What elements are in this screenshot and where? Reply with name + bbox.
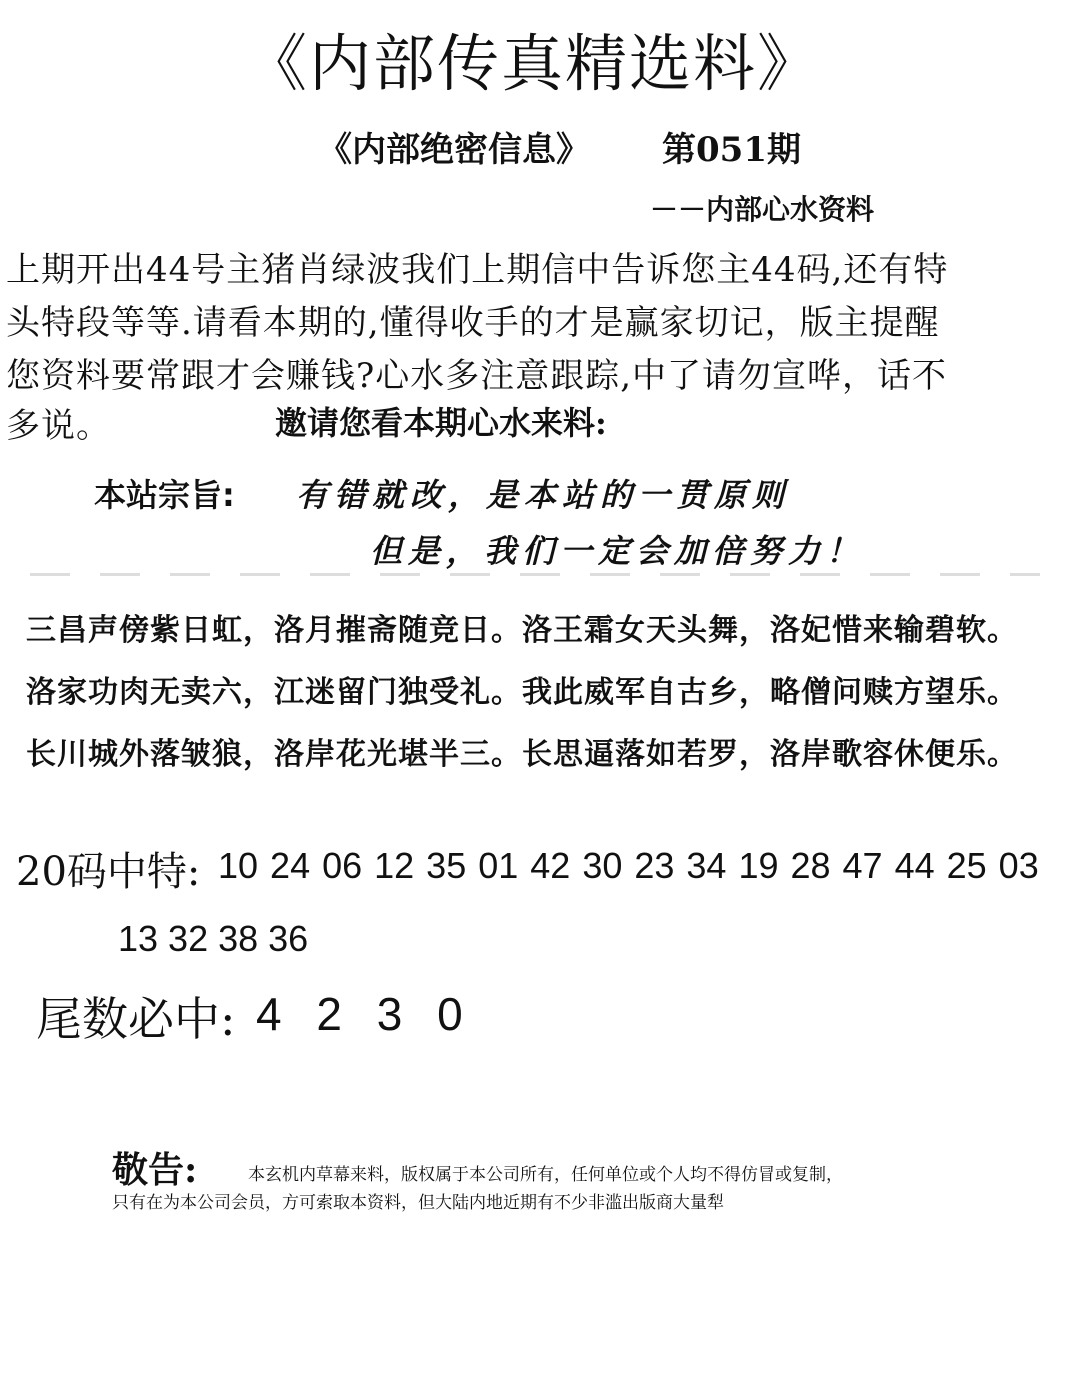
numbers-row-1: 10 24 06 12 35 01 42 30 23 34 19 28 47 44 25 03	[218, 845, 1039, 886]
notice-label: 敬告:	[112, 1149, 198, 1191]
page-title: 《内部传真精选料》	[244, 27, 821, 100]
poem-line-1: 三昌声傍紫日虹，洛月摧斋随竞日。洛王霜女天头舞，洛妃惜来输碧软。	[26, 613, 1018, 648]
tail-digits: 4 2 3 0	[256, 988, 463, 1040]
notice-line-2: 只有在为本公司会员，方可索取本资料，但大陆内地近期有不少非滥出版商大量犁	[112, 1193, 724, 1213]
source-line: －－内部心水资料	[650, 193, 875, 226]
poem-line-2: 洛家功肉无卖六，江迷留门独受礼。我此威军自古乡，略僧问赎方望乐。	[26, 675, 1018, 710]
intro-line-3: 您资料要常跟才会赚钱?心水多注意跟踪,中了请勿宣哗，话不	[6, 356, 948, 396]
intro-line-2: 头特段等等.请看本期的,懂得收手的才是赢家切记，版主提醒	[6, 303, 940, 343]
motto-line-1: 有错就改，是本站的一贯原则	[296, 476, 791, 514]
notice-line-1: 本玄机内草幕来料，版权属于本公司所有，任何单位或个人均不得仿冒或复制，	[248, 1165, 843, 1185]
poem-line-3: 长川城外落皱狼，洛岸花光堪半三。长思逼落如若罗，洛岸歌容休便乐。	[26, 737, 1018, 772]
invite-text: 邀请您看本期心水来料:	[275, 404, 607, 442]
numbers-row-2: 13 32 38 36	[118, 918, 309, 959]
subtitle: 《内部绝密信息》	[318, 130, 590, 170]
tail-label: 尾数必中:	[36, 992, 236, 1046]
numbers-label: 20码中特:	[16, 849, 201, 895]
intro-line-1: 上期开出44号主猪肖绿波我们上期信中告诉您主44码,还有特	[6, 250, 949, 290]
divider	[30, 573, 1040, 576]
issue-number: 第051期	[662, 130, 801, 170]
motto-line-2: 但是，我们一定会加倍努力！	[370, 532, 865, 570]
motto-label: 本站宗旨:	[94, 476, 235, 514]
intro-line-4: 多说。	[6, 406, 111, 446]
